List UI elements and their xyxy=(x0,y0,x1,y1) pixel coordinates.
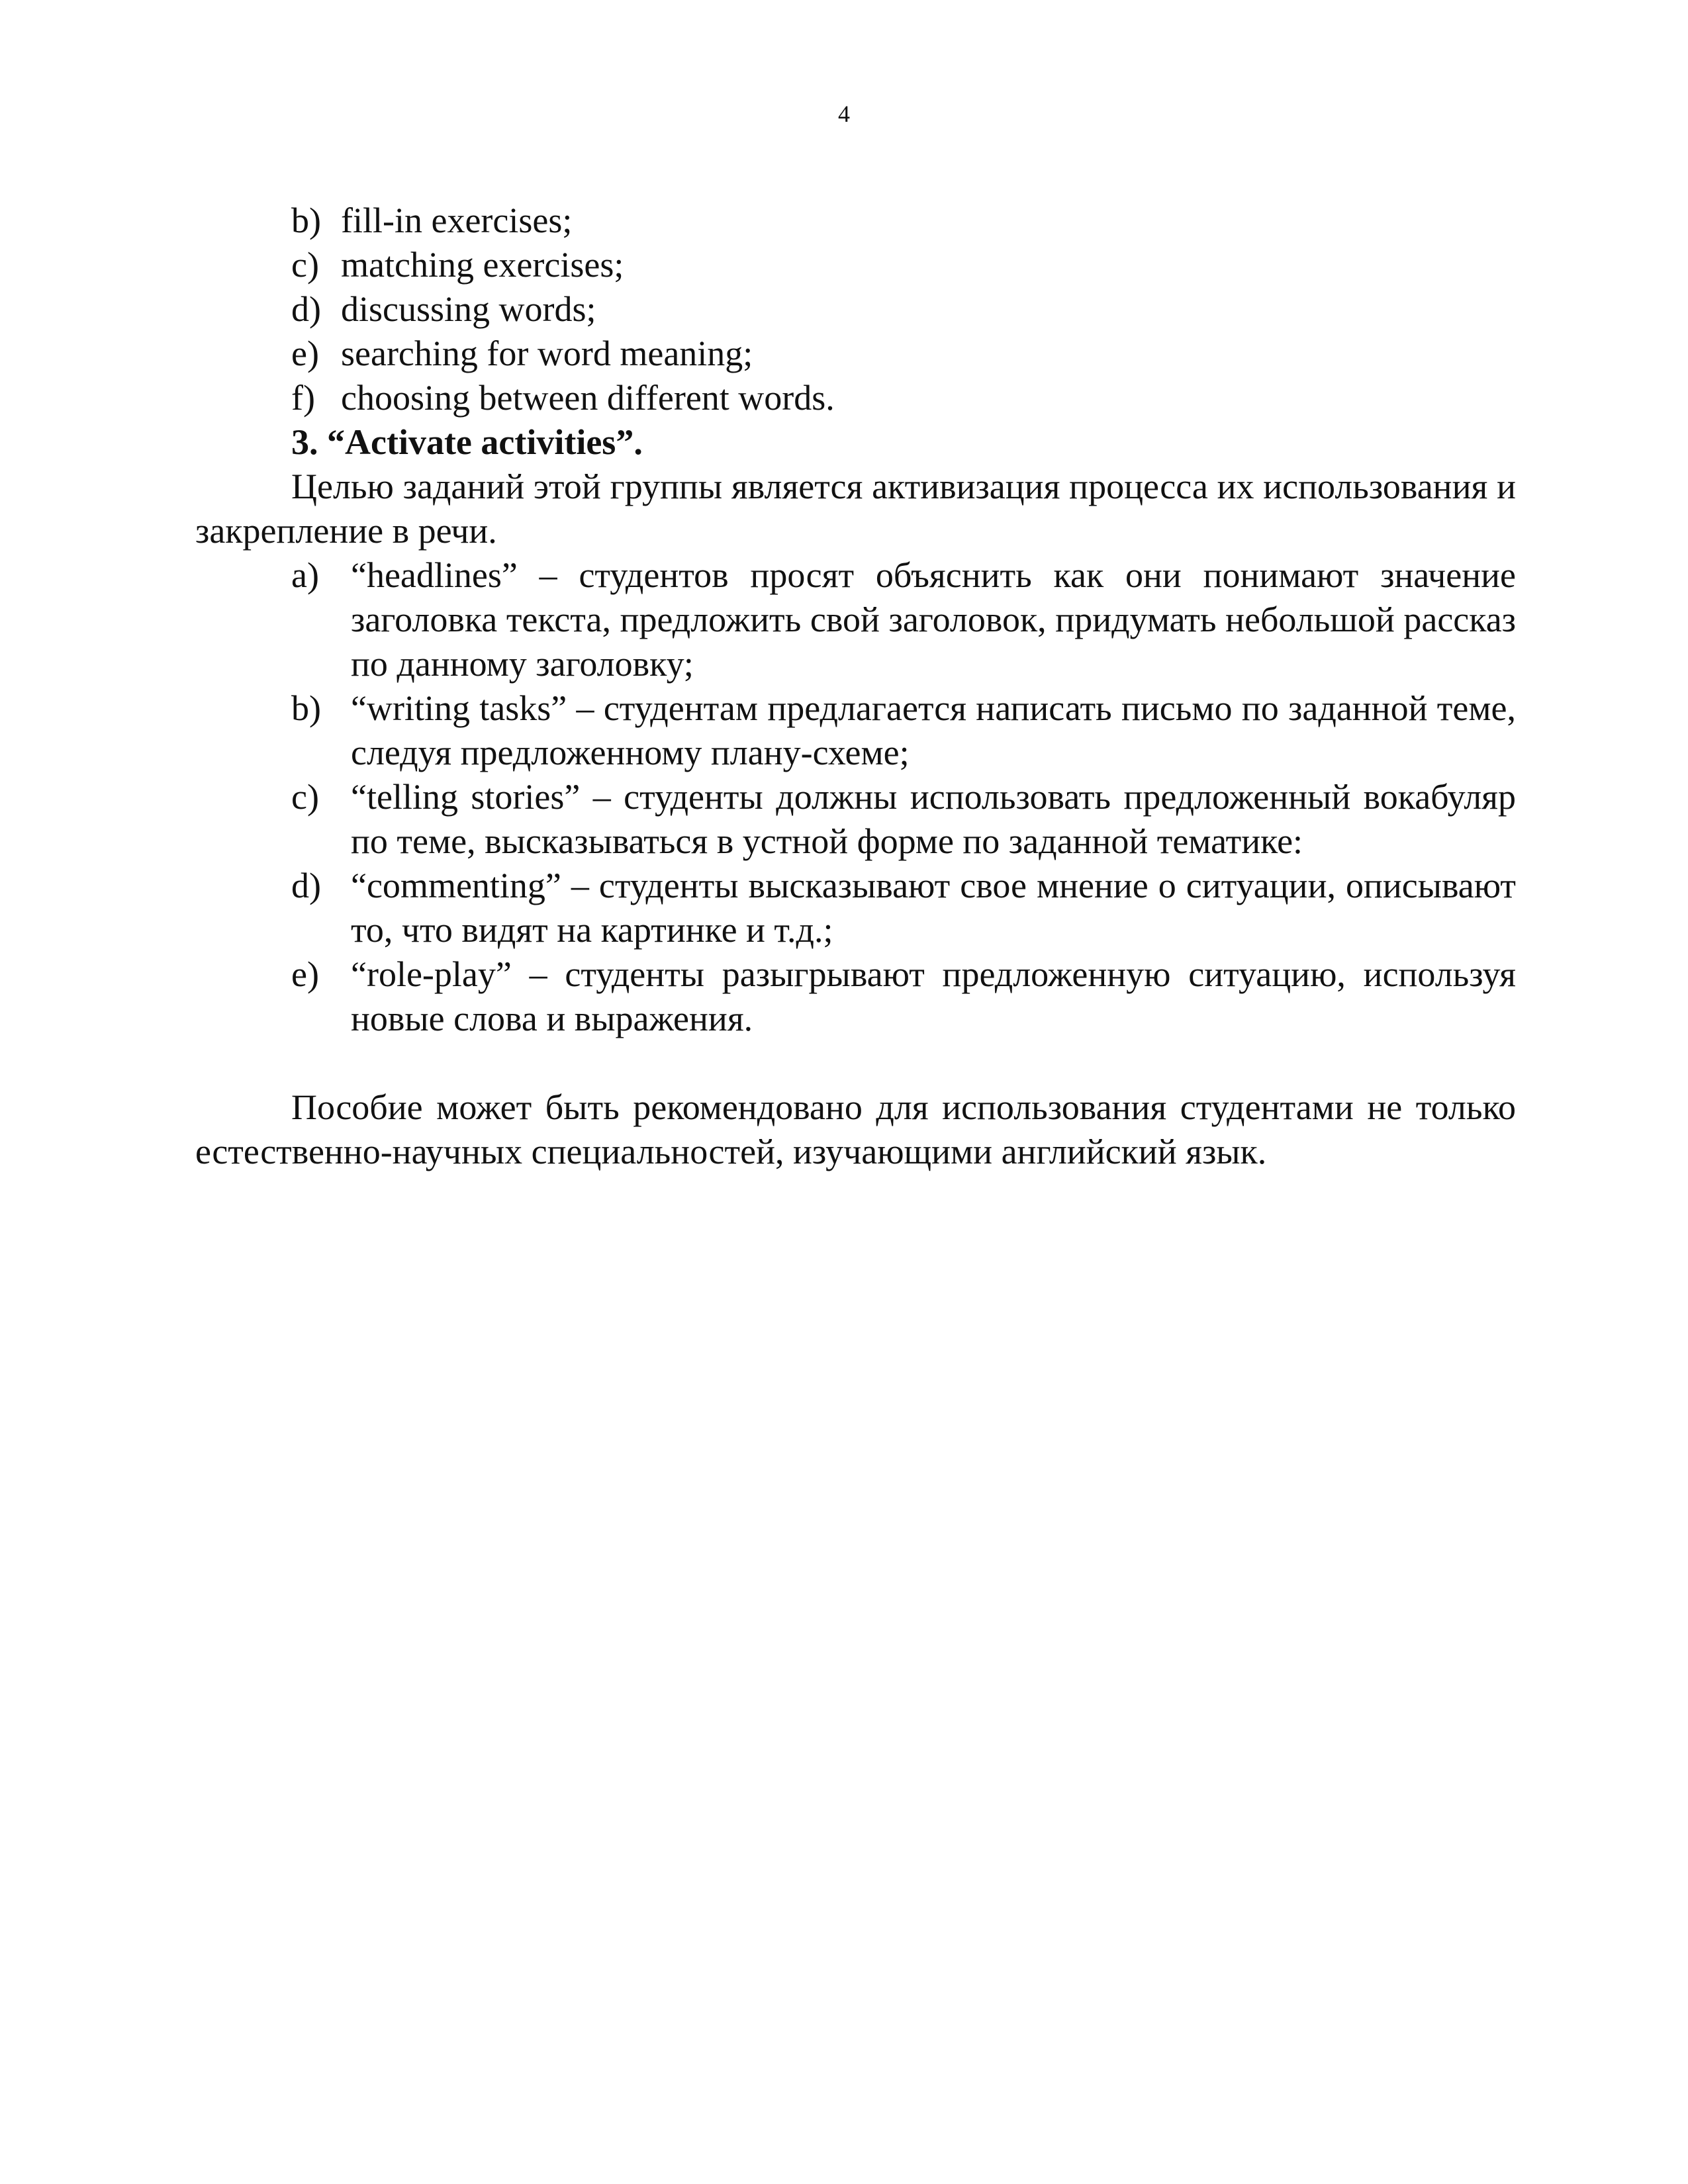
paragraph-spacer xyxy=(195,1041,1516,1085)
list-item xyxy=(195,952,1516,1041)
list-marker: c) xyxy=(291,245,319,285)
list-marker: c) xyxy=(291,777,319,817)
list-item-text: “headlines” – студентов просят объяснить как они понимают значение заголовка текста, предложить свой заголовок, придумать небольшой рассказ по данному заголовку; xyxy=(351,555,1516,684)
list-item-text: “telling stories” – студенты должны использовать предложенный вокабуляр по теме, высказываться в устной форме по заданной тематике: xyxy=(351,777,1516,861)
list-item-text: “commenting” – студенты высказывают свое мнение о ситуации, описывают то, что видят на картинке и т.д.; xyxy=(351,866,1516,950)
list-item-text: choosing between different words. xyxy=(341,378,835,418)
list-marker: f) xyxy=(291,378,315,418)
list-item xyxy=(195,864,1516,952)
list-item xyxy=(195,287,1516,332)
activate-activities-list xyxy=(195,553,1516,1041)
closing-paragraph: Пособие может быть рекомендовано для использования студентами не только естественно-научных специальностей, изучающими английский язык. xyxy=(195,1087,1516,1171)
list-marker: d) xyxy=(291,289,321,329)
section-intro-paragraph: Целью заданий этой группы является активизация процесса их использования и закрепление в речи. xyxy=(195,467,1516,551)
list-item-text: discussing words; xyxy=(341,289,596,329)
list-item xyxy=(195,553,1516,686)
list-marker: a) xyxy=(291,555,319,595)
list-item-text: “role-play” – студенты разыгрывают предложенную ситуацию, используя новые слова и выражения. xyxy=(351,954,1516,1038)
list-item-text: matching exercises; xyxy=(341,245,624,285)
page-number: 4 xyxy=(838,101,850,127)
list-item-text: “writing tasks” – студентам предлагается написать письмо по заданной теме, следуя предложенному плану-схеме; xyxy=(351,688,1516,772)
list-item xyxy=(195,199,1516,243)
list-marker: b) xyxy=(291,688,321,728)
list-item xyxy=(195,775,1516,864)
list-item xyxy=(195,686,1516,775)
list-item xyxy=(195,243,1516,287)
exercise-list xyxy=(195,199,1516,420)
list-marker: b) xyxy=(291,201,321,240)
list-item xyxy=(195,376,1516,420)
list-item-text: fill-in exercises; xyxy=(341,201,573,240)
list-marker: e) xyxy=(291,954,319,994)
section-heading: 3. “Activate activities”. xyxy=(291,422,643,462)
list-item xyxy=(195,332,1516,376)
page-content xyxy=(195,199,1516,1174)
list-marker: d) xyxy=(291,866,321,905)
list-item-text: searching for word meaning; xyxy=(341,334,753,373)
list-marker: e) xyxy=(291,334,319,373)
